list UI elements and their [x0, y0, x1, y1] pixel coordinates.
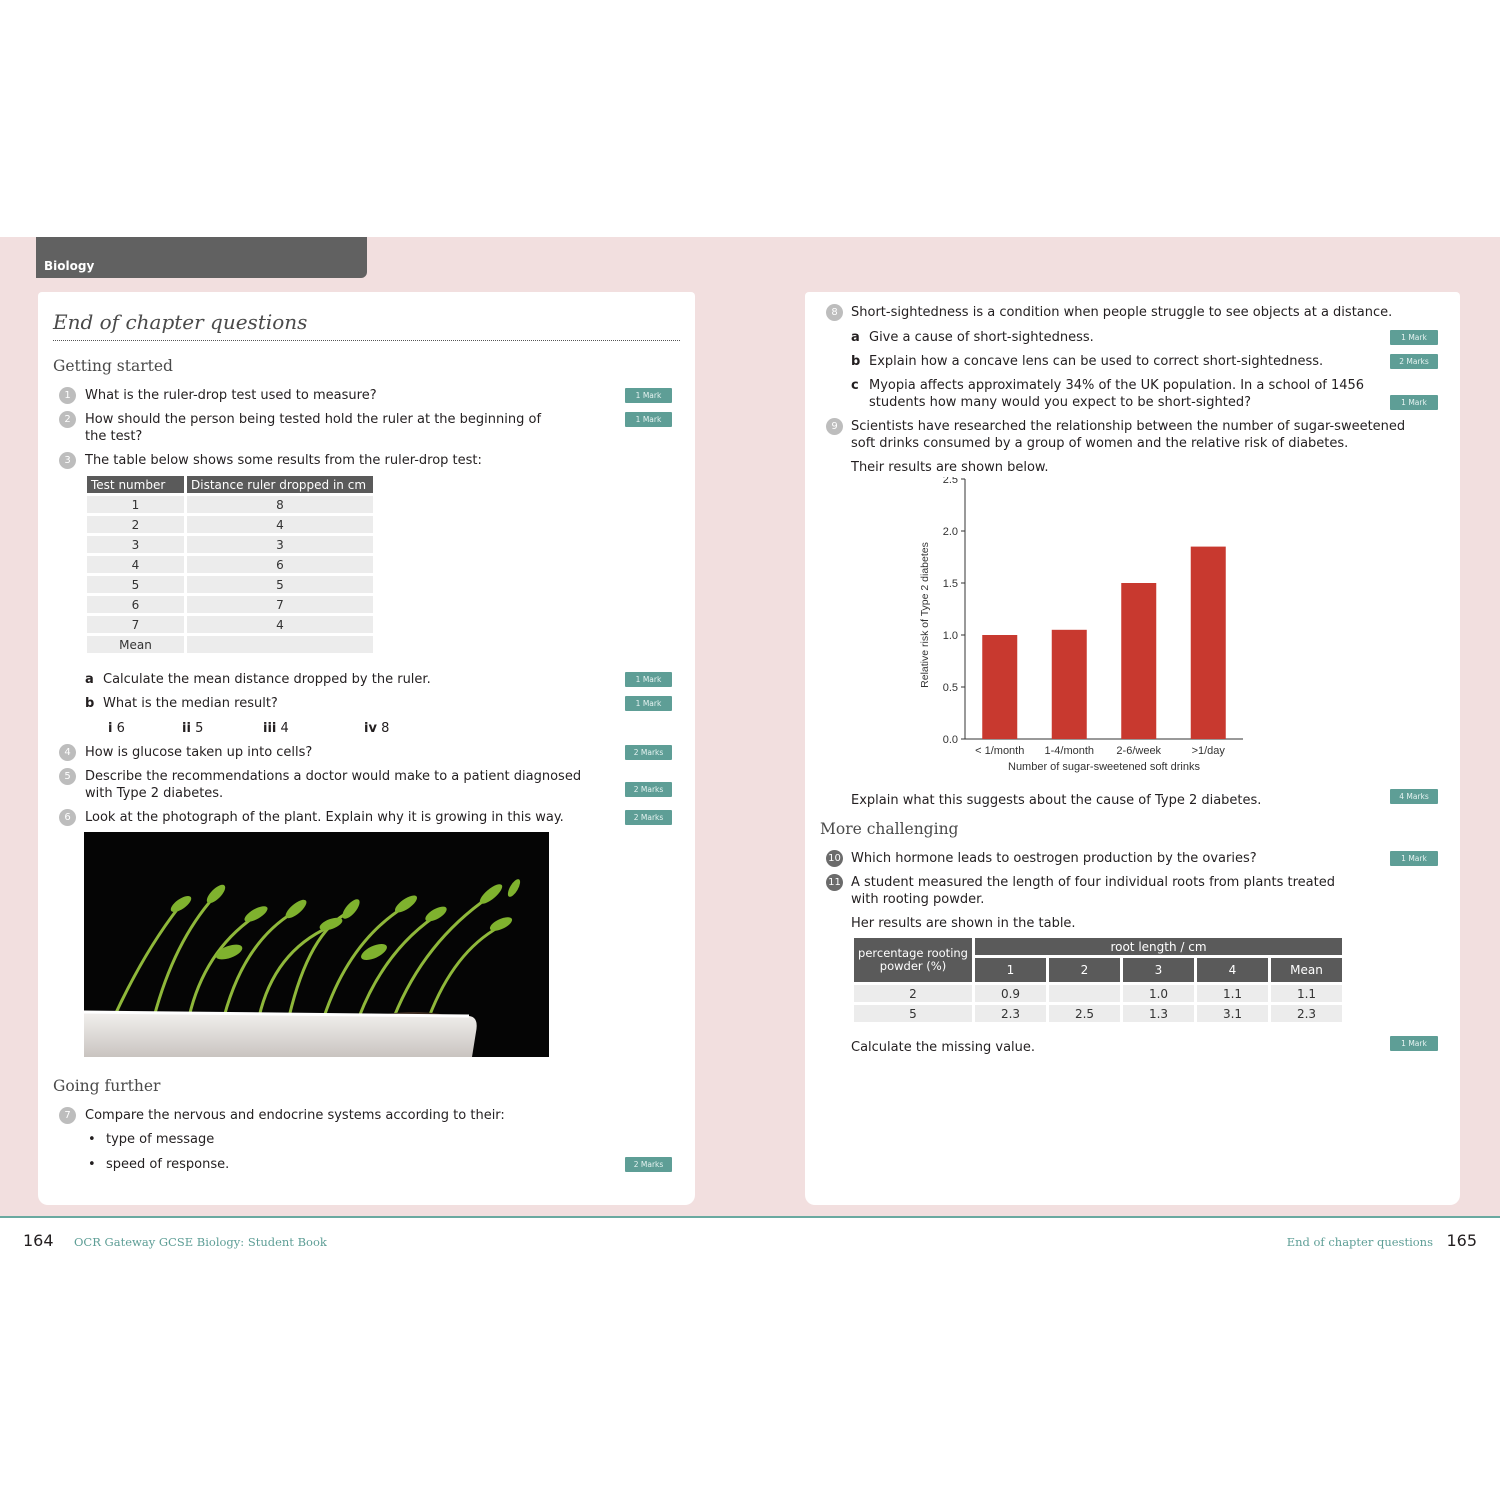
right-footer-text: End of chapter questions — [1286, 1235, 1433, 1249]
table-cell: 4 — [187, 616, 373, 633]
table-cell: 3 — [87, 536, 184, 553]
diabetes-risk-chart — [915, 477, 1255, 782]
left-page-number: 164 — [23, 1231, 54, 1250]
question-5-text-line2: with Type 2 diabetes. — [85, 786, 224, 801]
bullet-dot: • — [88, 1157, 96, 1172]
question-number: 2 — [59, 411, 76, 428]
left-footer-text: OCR Gateway GCSE Biology: Student Book — [74, 1235, 327, 1249]
y-axis-label: Relative risk of Type 2 diabetes — [919, 542, 931, 688]
question-2-text-line2: the test? — [85, 429, 143, 444]
mark-badge: 4 Marks — [1390, 789, 1438, 804]
mark-badge: 2 Marks — [625, 745, 672, 760]
table-row — [87, 616, 373, 633]
ruler-drop-table — [84, 473, 376, 656]
table-cell: 5 — [854, 1005, 972, 1022]
question-8c-text-line1: Myopia affects approximately 34% of the UK population. In a school of 1456 — [869, 378, 1365, 393]
option-label: iv — [364, 721, 377, 736]
table-header: Distance ruler dropped in cm — [187, 476, 373, 493]
table-header: percentage rooting powder (%) — [854, 938, 972, 982]
option-value: 8 — [381, 721, 390, 736]
left-page — [38, 292, 695, 1205]
question-4-text: How is glucose taken up into cells? — [85, 745, 313, 760]
table-cell: 8 — [187, 496, 373, 513]
mark-badge: 1 Mark — [1390, 395, 1438, 410]
table-cell: 4 — [187, 516, 373, 533]
table-cell: 6 — [187, 556, 373, 573]
table-cell: 5 — [87, 576, 184, 593]
bullet-item: type of message — [106, 1132, 215, 1147]
table-cell: 0.9 — [975, 985, 1046, 1002]
mark-badge: 2 Marks — [625, 1157, 672, 1172]
x-axis-label: Number of sugar-sweetened soft drinks — [1008, 761, 1200, 773]
table-cell: 3.1 — [1197, 1005, 1268, 1022]
table-cell: 1.1 — [1197, 985, 1268, 1002]
table-cell: Mean — [87, 636, 184, 653]
table-cell: 2.5 — [1049, 1005, 1120, 1022]
mark-badge: 2 Marks — [1390, 354, 1438, 369]
table-cell: 4 — [87, 556, 184, 573]
mark-badge: 1 Mark — [625, 696, 672, 711]
question-7-text: Compare the nervous and endocrine systems according to their: — [85, 1108, 505, 1123]
mark-badge: 1 Mark — [1390, 851, 1438, 866]
subquestion-label: a — [851, 330, 860, 345]
y-tick-label: 1.0 — [942, 630, 958, 642]
y-tick-label: 1.5 — [942, 578, 958, 590]
x-tick-label: 1-4/month — [1044, 745, 1095, 757]
subquestion-label: a — [85, 672, 94, 687]
section-getting-started: Getting started — [53, 357, 173, 375]
question-9-text-line2: soft drinks consumed by a group of women and the relative risk of diabetes. — [851, 436, 1349, 451]
table-cell: 2.3 — [975, 1005, 1046, 1022]
table-cell — [187, 636, 373, 653]
mark-badge: 2 Marks — [625, 782, 672, 797]
table-row — [854, 1005, 1342, 1022]
section-going-further: Going further — [53, 1077, 161, 1095]
question-2-text-line1: How should the person being tested hold the ruler at the beginning of — [85, 412, 542, 427]
question-8-text: Short-sightedness is a condition when people struggle to see objects at a distance. — [851, 305, 1393, 320]
table-header: 2 — [1049, 958, 1120, 982]
subquestion-label: c — [851, 378, 859, 393]
footer-rule — [0, 1216, 1500, 1218]
option-value: 6 — [116, 721, 125, 736]
question-number: 10 — [826, 850, 843, 867]
table-cell: 5 — [187, 576, 373, 593]
table-cell: 3 — [187, 536, 373, 553]
plant-photograph — [84, 832, 549, 1057]
table-cell — [1049, 985, 1120, 1002]
section-more-challenging: More challenging — [820, 820, 959, 838]
results-intro: Their results are shown below. — [851, 460, 1049, 475]
subject-tab — [36, 237, 367, 278]
table-row — [87, 496, 373, 513]
table-cell: 7 — [187, 596, 373, 613]
right-page — [805, 292, 1460, 1205]
table-header: Test number — [87, 476, 184, 493]
seedlings-illustration — [84, 832, 549, 1057]
bar — [1121, 583, 1156, 739]
table-header: Mean — [1271, 958, 1342, 982]
question-11-text-line1: A student measured the length of four individual roots from plants treated — [851, 875, 1335, 890]
subquestion-label: b — [85, 696, 95, 711]
question-number: 3 — [59, 452, 76, 469]
mark-badge: 1 Mark — [1390, 1036, 1438, 1051]
option-value: 4 — [280, 721, 289, 736]
table-row — [87, 556, 373, 573]
question-8c-text-line2: students how many would you expect to be short-sighted? — [869, 395, 1251, 410]
table-row — [87, 516, 373, 533]
question-10-text: Which hormone leads to oestrogen production by the ovaries? — [851, 851, 1257, 866]
table-header: 3 — [1123, 958, 1194, 982]
option-label: i — [108, 721, 113, 736]
mark-badge: 1 Mark — [625, 412, 672, 427]
question-5-text-line1: Describe the recommendations a doctor would make to a patient diagnosed — [85, 769, 582, 784]
option-iii — [263, 720, 289, 737]
y-tick-label: 0.0 — [942, 734, 958, 746]
table-cell: 1.3 — [1123, 1005, 1194, 1022]
question-8a-text: Give a cause of short-sightedness. — [869, 330, 1094, 345]
table-cell: 6 — [87, 596, 184, 613]
table-row — [854, 985, 1342, 1002]
question-3a-text: Calculate the mean distance dropped by the ruler. — [103, 672, 431, 687]
table-cell: 1 — [87, 496, 184, 513]
question-3-text: The table below shows some results from the ruler-drop test: — [85, 453, 482, 468]
x-tick-label: < 1/month — [975, 745, 1025, 757]
x-tick-label: 2-6/week — [1116, 745, 1162, 757]
bar — [1191, 547, 1226, 739]
subquestion-label: b — [851, 354, 861, 369]
table-cell: 1.1 — [1271, 985, 1342, 1002]
question-6-text: Look at the photograph of the plant. Explain why it is growing in this way. — [85, 810, 564, 825]
bullet-dot: • — [88, 1132, 96, 1147]
y-tick-label: 0.5 — [942, 682, 958, 694]
table-header: 1 — [975, 958, 1046, 982]
mark-badge: 1 Mark — [1390, 330, 1438, 345]
root-length-table — [851, 935, 1345, 1025]
y-tick-label: 2.0 — [942, 526, 958, 538]
title-divider — [53, 340, 680, 341]
table-row — [87, 576, 373, 593]
table-header: 4 — [1197, 958, 1268, 982]
question-9-text-line1: Scientists have researched the relationship between the number of sugar-sweetened — [851, 419, 1406, 434]
option-label: ii — [182, 721, 191, 736]
question-number: 11 — [826, 874, 843, 891]
option-label: iii — [263, 721, 277, 736]
bar — [982, 635, 1017, 739]
question-number: 8 — [826, 304, 843, 321]
question-number: 9 — [826, 418, 843, 435]
mark-badge: 1 Mark — [625, 388, 672, 403]
y-tick-label: 2.5 — [942, 477, 958, 486]
question-number: 6 — [59, 809, 76, 826]
table-cell: 2 — [854, 985, 972, 1002]
question-3b-text: What is the median result? — [103, 696, 278, 711]
bar — [1052, 630, 1087, 739]
question-11-text-line2: with rooting powder. — [851, 892, 985, 907]
option-value: 5 — [195, 721, 204, 736]
table-header: root length / cm — [975, 938, 1342, 955]
question-1-text: What is the ruler-drop test used to measure? — [85, 388, 377, 403]
table-row — [87, 536, 373, 553]
table-row — [87, 636, 373, 653]
chart-canvas — [915, 477, 1255, 782]
question-number: 7 — [59, 1107, 76, 1124]
table-cell: 7 — [87, 616, 184, 633]
option-i — [108, 720, 125, 737]
right-page-number: 165 — [1446, 1231, 1477, 1250]
table-cell: 2.3 — [1271, 1005, 1342, 1022]
table-cell: 1.0 — [1123, 985, 1194, 1002]
question-11-calc: Calculate the missing value. — [851, 1040, 1036, 1055]
table-cell: 2 — [87, 516, 184, 533]
option-iv — [364, 720, 389, 737]
question-9-explain: Explain what this suggests about the cause of Type 2 diabetes. — [851, 793, 1262, 808]
question-number: 1 — [59, 387, 76, 404]
page-title: End of chapter questions — [53, 310, 308, 334]
question-number: 4 — [59, 744, 76, 761]
question-number: 5 — [59, 768, 76, 785]
table-row — [87, 596, 373, 613]
x-tick-label: >1/day — [1191, 745, 1225, 757]
option-ii — [182, 720, 203, 737]
bullet-item: speed of response. — [106, 1157, 230, 1172]
question-8b-text: Explain how a concave lens can be used to correct short-sightedness. — [869, 354, 1324, 369]
subject-label: Biology — [44, 259, 95, 273]
mark-badge: 1 Mark — [625, 672, 672, 687]
results-intro: Her results are shown in the table. — [851, 916, 1076, 931]
mark-badge: 2 Marks — [625, 810, 672, 825]
